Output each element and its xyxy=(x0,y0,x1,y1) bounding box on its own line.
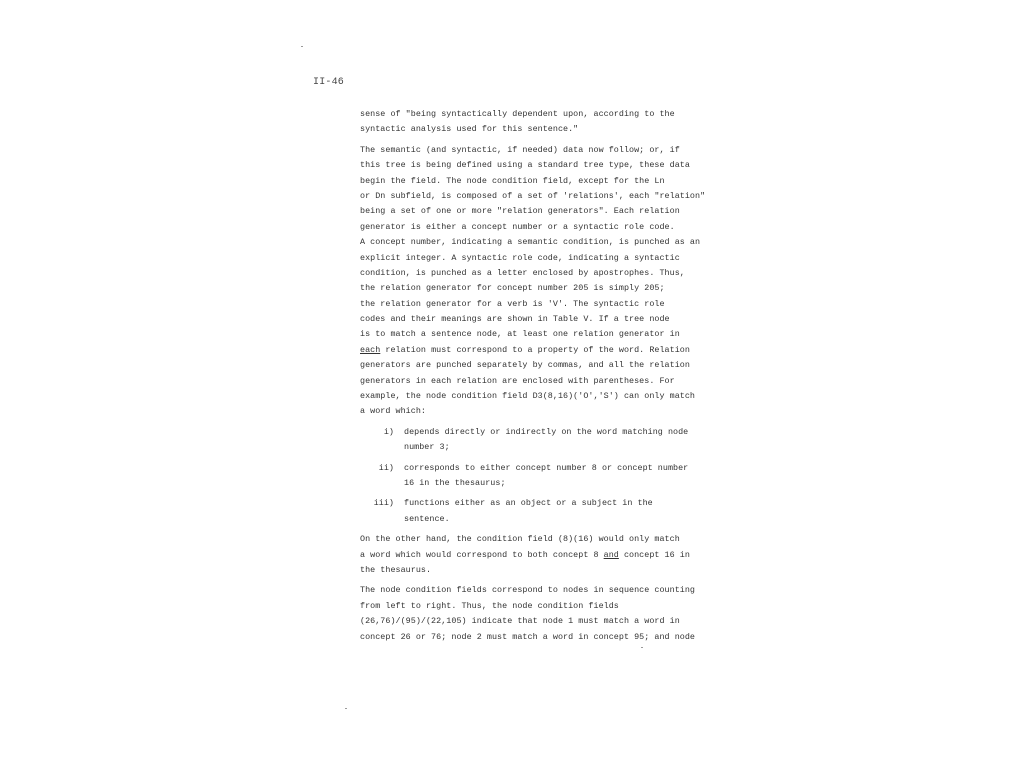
text-line: (26,76)/(95)/(22,105) indicate that node 1 must match a word in xyxy=(360,616,680,627)
text-line: explicit integer. A syntactic role code, indicating a syntactic xyxy=(360,252,680,263)
list-item xyxy=(360,425,690,456)
list-item xyxy=(360,496,690,527)
text-line: from left to right. Thus, the node condition fields xyxy=(360,600,619,611)
text-line: concept 26 or 76; node 2 must match a word in concept 95; and node xyxy=(360,631,696,642)
body-text xyxy=(360,107,706,645)
text-line: this tree is being defined using a standard tree type, these data xyxy=(360,160,690,171)
numbered-list xyxy=(360,425,690,527)
list-item xyxy=(360,461,690,492)
list-item-number: ii) xyxy=(378,462,394,473)
text-line: condition, is punched as a letter enclosed by apostrophes. Thus, xyxy=(360,267,685,278)
text-line: is to match a sentence node, at least one relation generator in xyxy=(360,329,680,340)
underlined-word: each xyxy=(360,344,381,355)
text-line: or Dn subfield, is composed of a set of 'relations', each "relation" xyxy=(360,190,706,201)
text-line: functions either as an object or a subject in the xyxy=(404,498,653,509)
paragraph-4 xyxy=(360,583,696,645)
list-item-number: iii) xyxy=(373,498,394,509)
text-line: the relation generator for concept number 205 is simply 205; xyxy=(360,283,665,294)
text-line xyxy=(360,343,690,358)
text-line: A concept number, indicating a semantic condition, is punched as an xyxy=(360,237,701,248)
scan-speck xyxy=(345,708,347,709)
text-line: depends directly or indirectly on the word matching node xyxy=(404,426,689,437)
text-line: syntactic analysis used for this sentence." xyxy=(360,124,579,135)
text-line: number 3; xyxy=(404,442,450,453)
paragraph-3 xyxy=(360,532,690,578)
text-line: example, the node condition field D3(8,16)('O','S') can only match xyxy=(360,391,696,402)
text-line: The node condition fields correspond to nodes in sequence counting xyxy=(360,585,696,596)
text-line: sentence. xyxy=(404,513,450,524)
text-fragment: concept 16 in xyxy=(618,549,690,560)
text-line xyxy=(360,548,690,563)
list-item-number: i) xyxy=(383,426,394,437)
scan-speck xyxy=(301,46,303,47)
text-line: codes and their meanings are shown in Table V. If a tree node xyxy=(360,314,670,325)
paragraph-1 xyxy=(360,107,690,138)
underlined-word: and xyxy=(603,549,619,560)
text-line: corresponds to either concept number 8 or concept number xyxy=(404,462,689,473)
scan-speck xyxy=(641,647,643,648)
paragraph-2 xyxy=(360,143,706,420)
page-number: II-46 xyxy=(313,77,345,88)
text-line: sense of "being syntactically dependent upon, according to the xyxy=(360,109,675,119)
text-line: a word which: xyxy=(360,406,426,417)
text-line: begin the field. The node condition field, except for the Ln xyxy=(360,175,665,186)
text-line: generators in each relation are enclosed with parentheses. For xyxy=(360,375,675,386)
text-fragment: a word which would correspond to both concept 8 xyxy=(360,549,604,560)
text-fragment: relation must correspond to a property of the word. Relation xyxy=(380,344,690,355)
text-line: the relation generator for a verb is 'V'. The syntactic role xyxy=(360,298,665,309)
text-line: generators are punched separately by commas, and all the relation xyxy=(360,360,690,371)
text-line: The semantic (and syntactic, if needed) data now follow; or, if xyxy=(360,144,680,155)
text-line: generator is either a concept number or a syntactic role code. xyxy=(360,221,675,232)
text-line: 16 in the thesaurus; xyxy=(404,477,506,488)
text-line: On the other hand, the condition field (8)(16) would only match xyxy=(360,534,680,545)
text-line: the thesaurus. xyxy=(360,564,432,575)
text-line: being a set of one or more "relation generators". Each relation xyxy=(360,206,680,217)
